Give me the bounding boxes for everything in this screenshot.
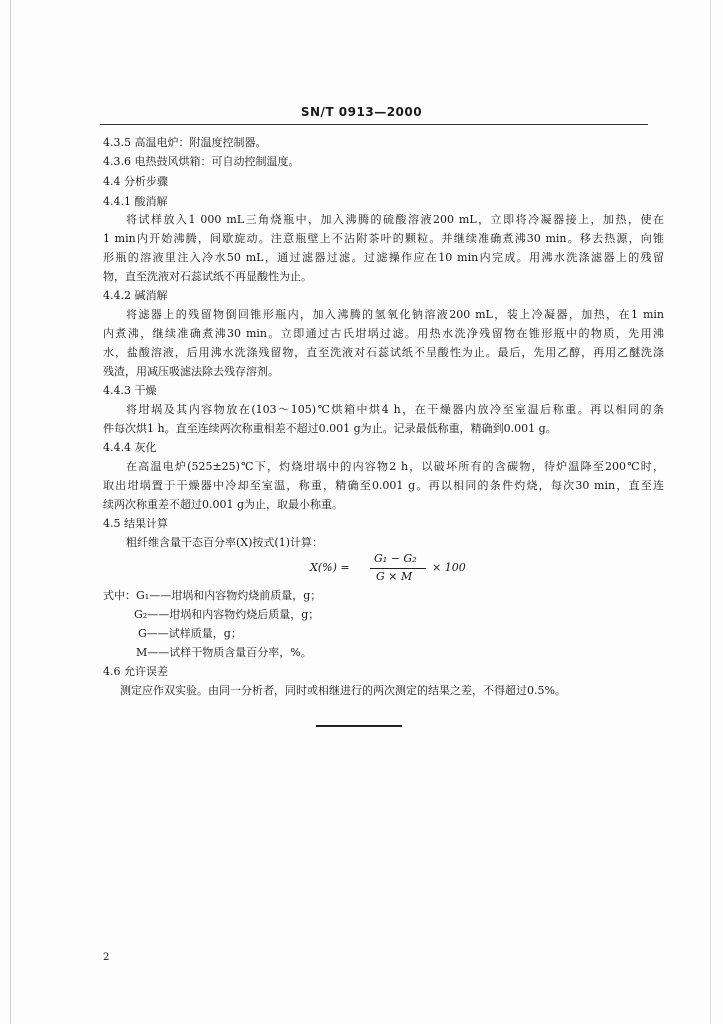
variable-definition: G——试样质量，g； bbox=[138, 627, 242, 640]
paragraph-4-4-2-line: 水，盐酸溶液，后用沸水洗涤残留物，直至洗液对石蕊试纸不呈酸性为止。最后，先用乙醇，再用乙醚洗涤 bbox=[103, 346, 664, 359]
section-4-4-4-heading: 4.4.4 灰化 bbox=[103, 441, 157, 454]
scan-edge-right bbox=[710, 0, 711, 1024]
paragraph-4-4-2-line: 残渣，用减压吸滤法除去残存溶剂。 bbox=[103, 365, 279, 378]
section-4-4-1-heading: 4.4.1 酸消解 bbox=[103, 195, 168, 208]
paragraph-4-5-line: 粗纤维含量干态百分率(X)按式(1)计算： bbox=[126, 536, 323, 549]
variable-definition: G₂——坩埚和内容物灼烧后质量，g； bbox=[134, 608, 320, 621]
formula-factor: × 100 bbox=[432, 561, 466, 574]
paragraph-4-4-1-line: 1 min内开始沸腾，间歇旋动。注意瓶壁上不沾附茶叶的颗粒。并继续准确煮沸30 min。移去热源，向锥 bbox=[103, 232, 664, 245]
paragraph-4-4-1-line: 物，直至洗液对石蕊试纸不再显酸性为止。 bbox=[103, 270, 312, 283]
end-of-text-rule bbox=[316, 725, 402, 727]
page-number: 2 bbox=[103, 952, 110, 963]
variable-definition: 式中：G₁——坩埚和内容物灼烧前质量，g； bbox=[103, 589, 322, 602]
formula-lhs: X(%) = bbox=[310, 561, 350, 574]
fraction-bar bbox=[370, 568, 426, 569]
variable-definition: M——试样干物质含量百分率，%。 bbox=[136, 646, 312, 659]
paragraph-4-4-1-line: 将试样放入1 000 mL三角烧瓶中，加入沸腾的硫酸溶液200 mL，立即将冷凝器接上，加热，使在 bbox=[126, 213, 664, 226]
section-4-4-2-heading: 4.4.2 碱消解 bbox=[103, 289, 168, 302]
section-4-4-heading: 4.4 分析步骤 bbox=[103, 175, 168, 188]
paragraph-4-4-4-line: 取出坩埚置于干燥器中冷却至室温，称重，精确至0.001 g。再以相同的条件灼烧，每次30 min，直至连 bbox=[103, 479, 664, 492]
paragraph-4-4-3-line: 将坩埚及其内容物放在(103～105)℃烘箱中烘4 h，在干燥器内放冷至室温后称重。再以相同的条 bbox=[126, 403, 664, 416]
paragraph-4-4-4-line: 在高温电炉(525±25)℃下，灼烧坩埚中的内容物2 h，以破坏所有的含碳物，待炉温降至200℃时， bbox=[126, 460, 664, 473]
section-4-6-heading: 4.6 允许误差 bbox=[103, 665, 168, 678]
formula-numerator: G₁ − G₂ bbox=[374, 552, 417, 565]
section-4-4-3-heading: 4.4.3 干燥 bbox=[103, 384, 157, 397]
paragraph-4-4-3-line: 件每次烘1 h。直至连续两次称重相差不超过0.001 g为止。记录最低称重，精确到0.001 g。 bbox=[103, 422, 557, 435]
section-4-5-heading: 4.5 结果计算 bbox=[103, 517, 168, 530]
header-rule bbox=[100, 124, 648, 125]
scan-edge-left bbox=[10, 0, 11, 1024]
paragraph-4-4-1-line: 形瓶的溶液里注入冷水50 mL，通过滤器过滤。过滤操作应在10 min内完成。用沸水洗涤滤器上的残留 bbox=[103, 251, 664, 264]
paragraph-4-6-line: 测定应作双实验。由同一分析者，同时或相继进行的两次测定的结果之差，不得超过0.5%。 bbox=[120, 684, 566, 697]
section-4-3-6: 4.3.6 电热鼓风烘箱：可自动控制温度。 bbox=[103, 155, 300, 168]
formula-denominator: G × M bbox=[376, 570, 413, 583]
paragraph-4-4-4-line: 续两次称重差不超过0.001 g为止，取最小称重。 bbox=[103, 498, 344, 511]
paragraph-4-4-2-line: 内煮沸，继续准确煮沸30 min。立即通过古氏坩埚过滤。用热水洗净残留物在锥形瓶中的物质，先用沸 bbox=[103, 327, 664, 340]
section-4-3-5: 4.3.5 高温电炉：附温度控制器。 bbox=[103, 136, 267, 149]
standard-code: SN/T 0913—2000 bbox=[300, 105, 423, 119]
paragraph-4-4-2-line: 将滤器上的残留物倒回锥形瓶内，加入沸腾的氢氧化钠溶液200 mL，装上冷凝器，加热，在1 min bbox=[126, 308, 664, 321]
